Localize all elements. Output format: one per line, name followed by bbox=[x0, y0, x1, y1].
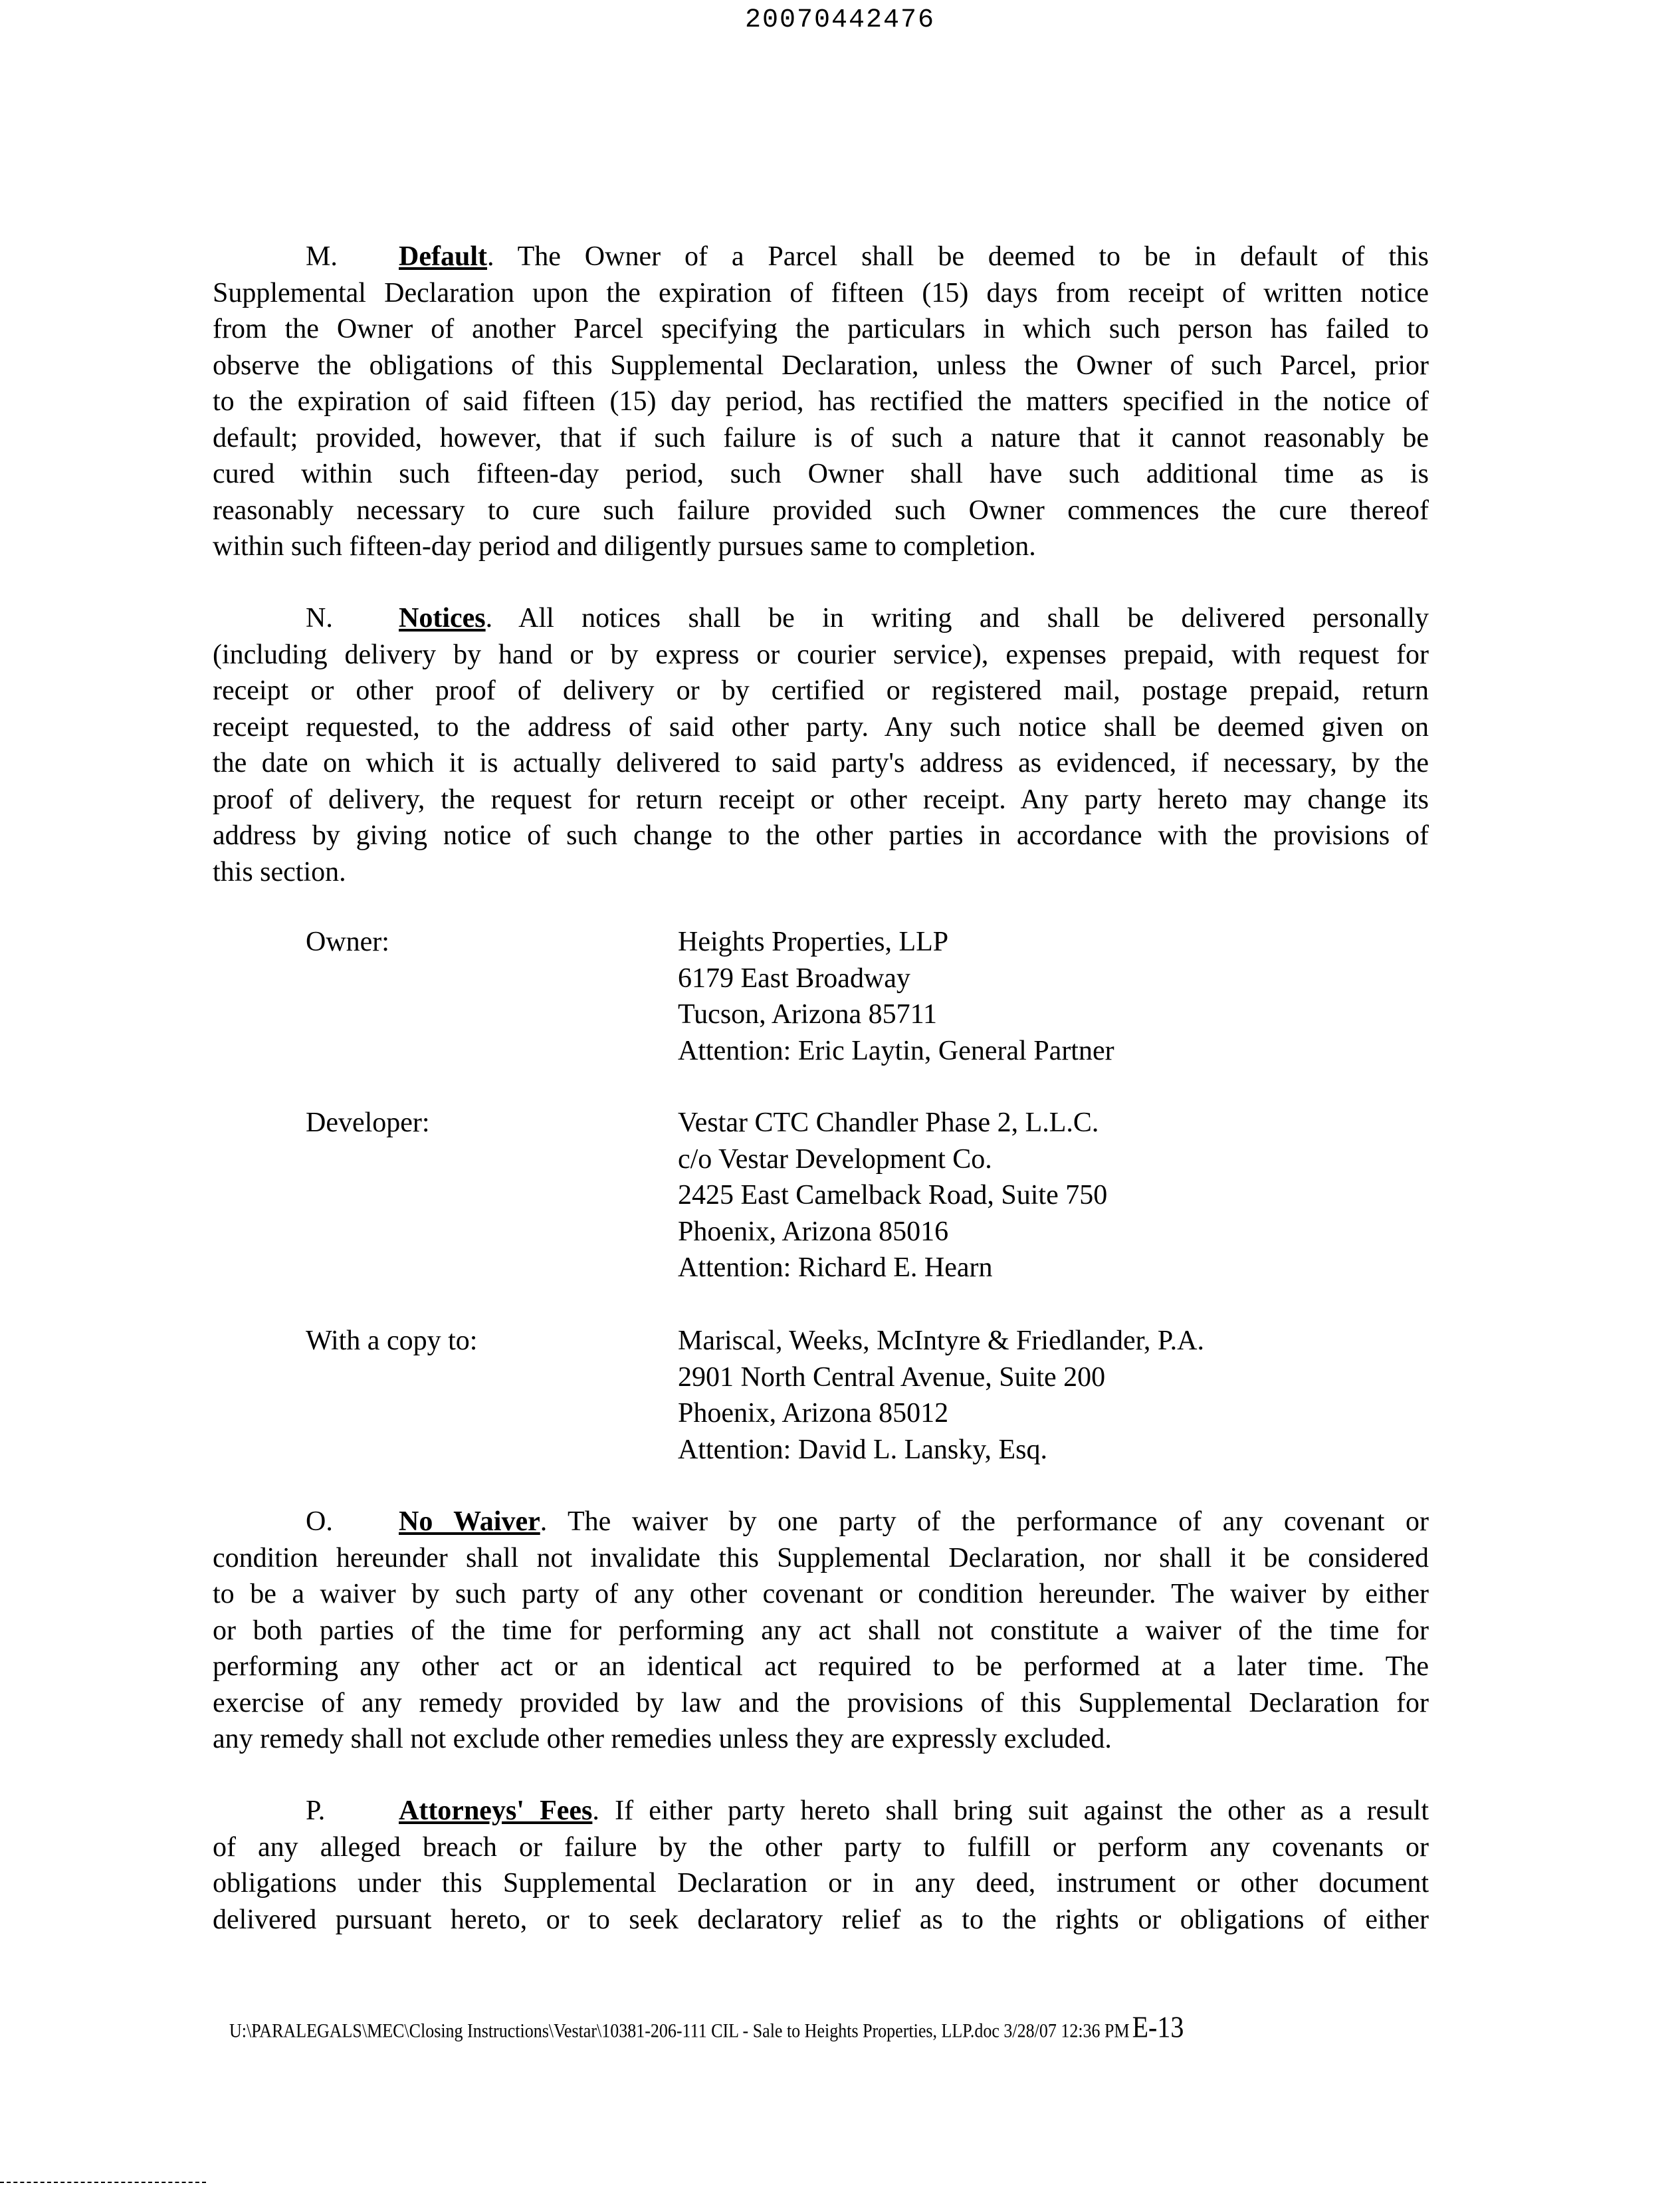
section-n-line: this section. bbox=[213, 856, 346, 887]
section-p-line: If either party hereto shall bring suit against the other as a result bbox=[615, 1795, 1429, 1826]
section-m-line: default; provided, however, that if such failure is of such a nature that it cannot reasonably be bbox=[213, 422, 1429, 453]
section-m-line: to the expiration of said fifteen (15) day period, has rectified the matters specified in the notice of bbox=[213, 386, 1429, 417]
address-line: 6179 East Broadway bbox=[678, 963, 910, 994]
section-p-line: delivered pursuant hereto, or to seek declaratory relief as to the rights or obligations of either bbox=[213, 1904, 1429, 1935]
document-recording-number: 20070442476 bbox=[744, 5, 936, 35]
section-n-line: receipt or other proof of delivery or by certified or registered mail, postage prepaid, return bbox=[213, 675, 1429, 706]
footer-page-number: E-13 bbox=[1132, 2010, 1184, 2044]
address-line: 2901 North Central Avenue, Suite 200 bbox=[678, 1361, 1106, 1393]
section-o-line: to be a waiver by such party of any other covenant or condition hereunder. The waiver by either bbox=[213, 1579, 1429, 1609]
section-o-line: exercise of any remedy provided by law and the provisions of this Supplemental Declaration for bbox=[213, 1687, 1429, 1718]
section-m-line: The Owner of a Parcel shall be deemed to be in default of this bbox=[517, 241, 1429, 272]
address-line: Attention: David L. Lansky, Esq. bbox=[678, 1434, 1048, 1465]
address-label: With a copy to: bbox=[306, 1326, 478, 1356]
section-o-line: any remedy shall not exclude other remedies unless they are expressly excluded. bbox=[213, 1724, 1112, 1754]
address-line: 2425 East Camelback Road, Suite 750 bbox=[678, 1180, 1108, 1211]
address-label: Owner: bbox=[306, 927, 389, 957]
address-line: Vestar CTC Chandler Phase 2, L.L.C. bbox=[678, 1107, 1099, 1138]
section-m-heading: Default bbox=[399, 241, 487, 272]
section-o-no-waiver bbox=[213, 1504, 1429, 1758]
section-o-line: The waiver by one party of the performance of any covenant or bbox=[568, 1506, 1429, 1537]
section-n-first-line: N. Notices. All notices shall be in writing and shall be delivered personally bbox=[213, 600, 1429, 637]
document-footer bbox=[229, 2009, 1184, 2045]
section-o-line: or both parties of the time for performing any act shall not constitute a waiver of the time for bbox=[213, 1615, 1429, 1646]
address-line: Attention: Richard E. Hearn bbox=[678, 1252, 993, 1283]
section-o-letter: O. bbox=[306, 1506, 333, 1537]
bottom-dashed-rule bbox=[0, 2182, 206, 2183]
notice-address-copy bbox=[306, 1323, 1435, 1468]
section-m-first-line: M. Default. The Owner of a Parcel shall be deemed to be in default of this bbox=[213, 239, 1429, 275]
section-n-line: receipt requested, to the address of said other party. Any such notice shall be deemed given on bbox=[213, 711, 1429, 743]
section-n-line: All notices shall be in writing and shall be delivered personally bbox=[518, 603, 1429, 634]
section-m-line: Supplemental Declaration upon the expiration of fifteen (15) days from receipt of written notice bbox=[213, 277, 1429, 308]
section-o-first-line: O. No Waiver. The waiver by one party of the performance of any covenant or bbox=[213, 1504, 1429, 1540]
address-line: Phoenix, Arizona 85012 bbox=[678, 1398, 949, 1429]
section-m-line: within such fifteen-day period and diligently pursues same to completion. bbox=[213, 531, 1036, 562]
section-n-heading: Notices bbox=[399, 603, 486, 634]
section-n-line: proof of delivery, the request for return receipt or other receipt. Any party hereto may change its bbox=[213, 784, 1429, 815]
section-n-letter: N. bbox=[306, 603, 333, 634]
section-p-line: of any alleged breach or failure by the other party to fulfill or perform any covenants or bbox=[213, 1831, 1429, 1863]
address-line: Attention: Eric Laytin, General Partner bbox=[678, 1035, 1114, 1066]
section-p-letter: P. bbox=[306, 1795, 326, 1826]
address-line: Heights Properties, LLP bbox=[678, 927, 949, 957]
notice-address-owner bbox=[306, 924, 1435, 1069]
section-n-line: address by giving notice of such change to the other parties in accordance with the provisions of bbox=[213, 820, 1429, 851]
section-o-line: condition hereunder shall not invalidate this Supplemental Declaration, nor shall it be considered bbox=[213, 1542, 1429, 1573]
address-line: Tucson, Arizona 85711 bbox=[678, 999, 938, 1030]
section-p-attorneys-fees bbox=[213, 1793, 1429, 1938]
section-n-line: the date on which it is actually delivered to said party's address as evidenced, if necessary, by the bbox=[213, 748, 1429, 778]
section-m-line: observe the obligations of this Supplemental Declaration, unless the Owner of such Parcel, prior bbox=[213, 350, 1429, 381]
section-p-first-line: P. Attorneys' Fees. If either party hereto shall bring suit against the other as a result bbox=[213, 1793, 1429, 1829]
section-m-line: cured within such fifteen-day period, such Owner shall have such additional time as is bbox=[213, 459, 1429, 489]
footer-file-path: U:\PARALEGALS\MEC\Closing Instructions\Vestar\10381-206-111 CIL - Sale to Heights Properties, LLP.doc 3/28/07 12:36 PM bbox=[229, 2019, 1130, 2042]
section-m-letter: M. bbox=[306, 241, 338, 272]
section-o-line: performing any other act or an identical act required to be performed at a later time. The bbox=[213, 1651, 1429, 1682]
section-m-default bbox=[213, 239, 1429, 565]
section-p-line: obligations under this Supplemental Declaration or in any deed, instrument or other document bbox=[213, 1868, 1429, 1899]
notice-address-developer bbox=[306, 1105, 1435, 1286]
section-m-line: reasonably necessary to cure such failure provided such Owner commences the cure thereof bbox=[213, 495, 1429, 526]
section-o-heading: No Waiver bbox=[399, 1506, 540, 1537]
section-p-heading: Attorneys' Fees bbox=[399, 1795, 593, 1826]
address-line: c/o Vestar Development Co. bbox=[678, 1143, 992, 1175]
section-n-line: (including delivery by hand or by express or courier service), expenses prepaid, with request for bbox=[213, 639, 1429, 670]
section-m-line: from the Owner of another Parcel specifying the particulars in which such person has failed to bbox=[213, 314, 1429, 344]
address-label: Developer: bbox=[306, 1107, 430, 1138]
address-line: Phoenix, Arizona 85016 bbox=[678, 1216, 949, 1247]
address-line: Mariscal, Weeks, McIntyre & Friedlander, P.A. bbox=[678, 1326, 1204, 1356]
section-n-notices bbox=[213, 600, 1429, 890]
